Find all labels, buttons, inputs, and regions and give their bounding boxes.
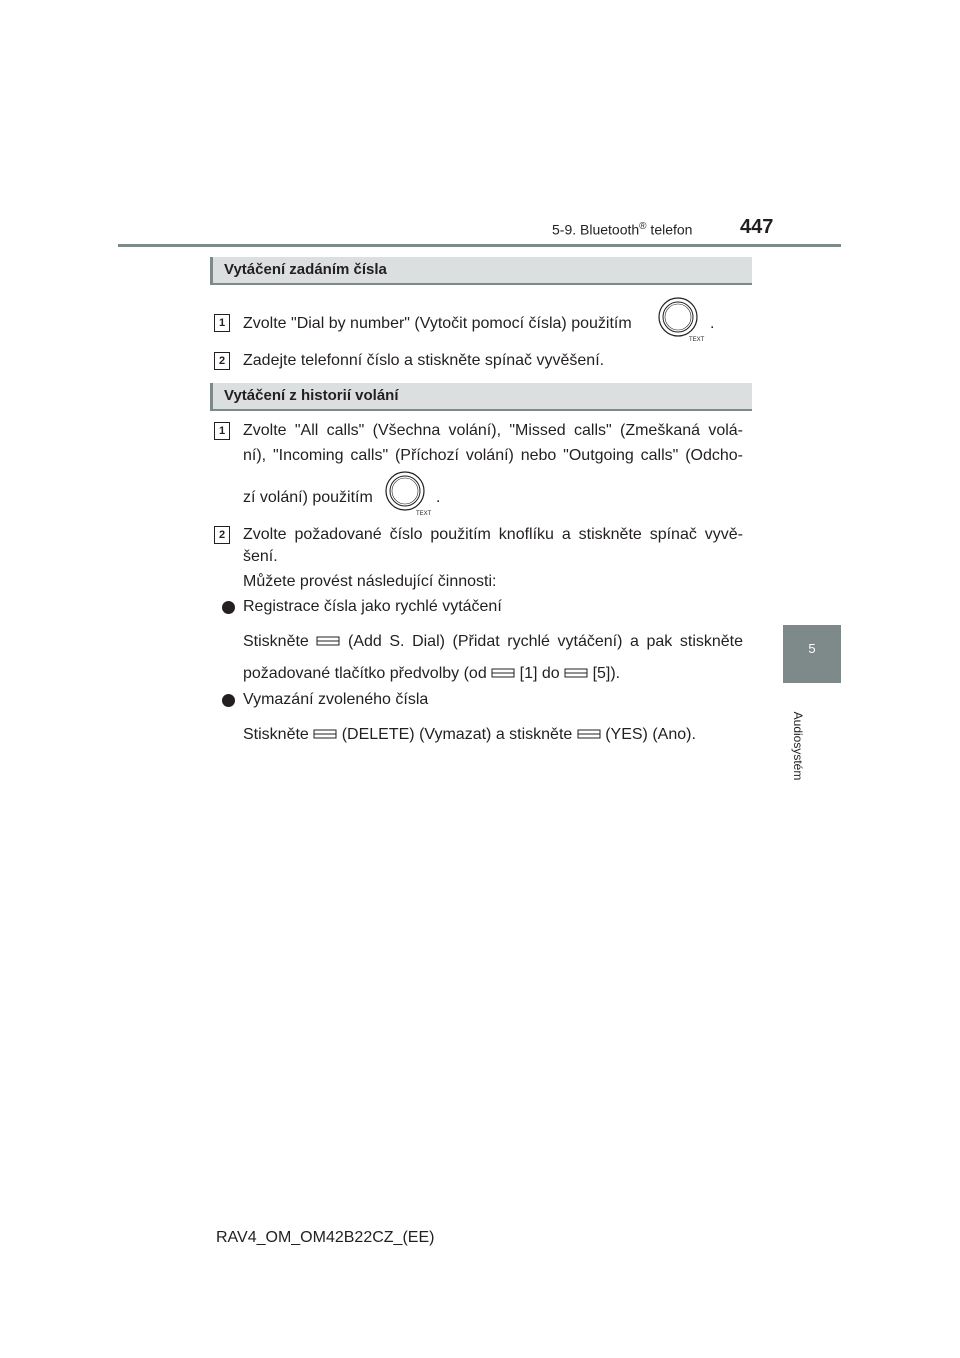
note-text: Stiskněte (Add S. Dial) (Přidat rychlé vytáčení) a pak stiskněte: [243, 633, 744, 650]
document-code: RAV4_OM_OM42B22CZ_(EE): [216, 1229, 435, 1246]
step-text-end: .: [710, 315, 715, 332]
tune-knob-icon: [658, 297, 706, 343]
section-heading: Vytáčení zadáním čísla: [210, 257, 752, 285]
screen-button-icon: [564, 668, 588, 678]
note-text: Stiskněte (DELETE) (Vymazat) a stiskněte (YES) (Ano).: [243, 726, 696, 743]
step-text: Zvolte "Dial by number" (Vytočit pomocí čísla) použitím: [243, 315, 632, 332]
section-title: 5-9. Bluetooth® telefon: [552, 221, 693, 238]
knob-label: TEXT: [416, 511, 432, 517]
bullet-icon: [222, 694, 235, 707]
bullet-icon: [222, 601, 235, 614]
step-text: zí volání) použitím: [243, 489, 373, 506]
step-text: ní), "Incoming calls" (Příchozí volání) nebo "Outgoing calls" (Odcho-: [243, 447, 743, 464]
page-number: 447: [740, 216, 774, 238]
knob-label: TEXT: [689, 337, 705, 343]
note-title: Vymazání zvoleného čísla: [243, 691, 429, 708]
step-text: Zvolte "All calls" (Všechna volání), "Missed calls" (Zmeškaná volá-: [243, 422, 743, 439]
screen-button-icon: [577, 729, 601, 739]
screen-button-icon: [313, 729, 337, 739]
tune-knob-icon: [385, 471, 433, 517]
step-text: šení.: [243, 548, 278, 565]
header-rule: [118, 244, 841, 247]
screen-button-icon: [491, 668, 515, 678]
section-heading: Vytáčení z historií volání: [210, 383, 752, 411]
note-title: Registrace čísla jako rychlé vytáčení: [243, 598, 502, 615]
step-text-end: .: [436, 489, 441, 506]
step-text: Zadejte telefonní číslo a stiskněte spínač vyvěšení.: [243, 352, 605, 369]
chapter-label: Audiosystém: [791, 711, 805, 781]
note-text: požadované tlačítko předvolby (od [1] do [5]).: [243, 665, 621, 682]
step-number: 2: [214, 352, 230, 370]
step-number: 2: [214, 526, 230, 544]
step-number: 1: [214, 314, 230, 332]
step-text: Zvolte požadované číslo použitím knoflíku a stiskněte spínač vyvě-: [243, 526, 743, 543]
step-number: 1: [214, 422, 230, 440]
chapter-tab: 5: [783, 625, 841, 683]
screen-button-icon: [316, 636, 340, 646]
notes-intro: Můžete provést následující činnosti:: [243, 573, 497, 590]
